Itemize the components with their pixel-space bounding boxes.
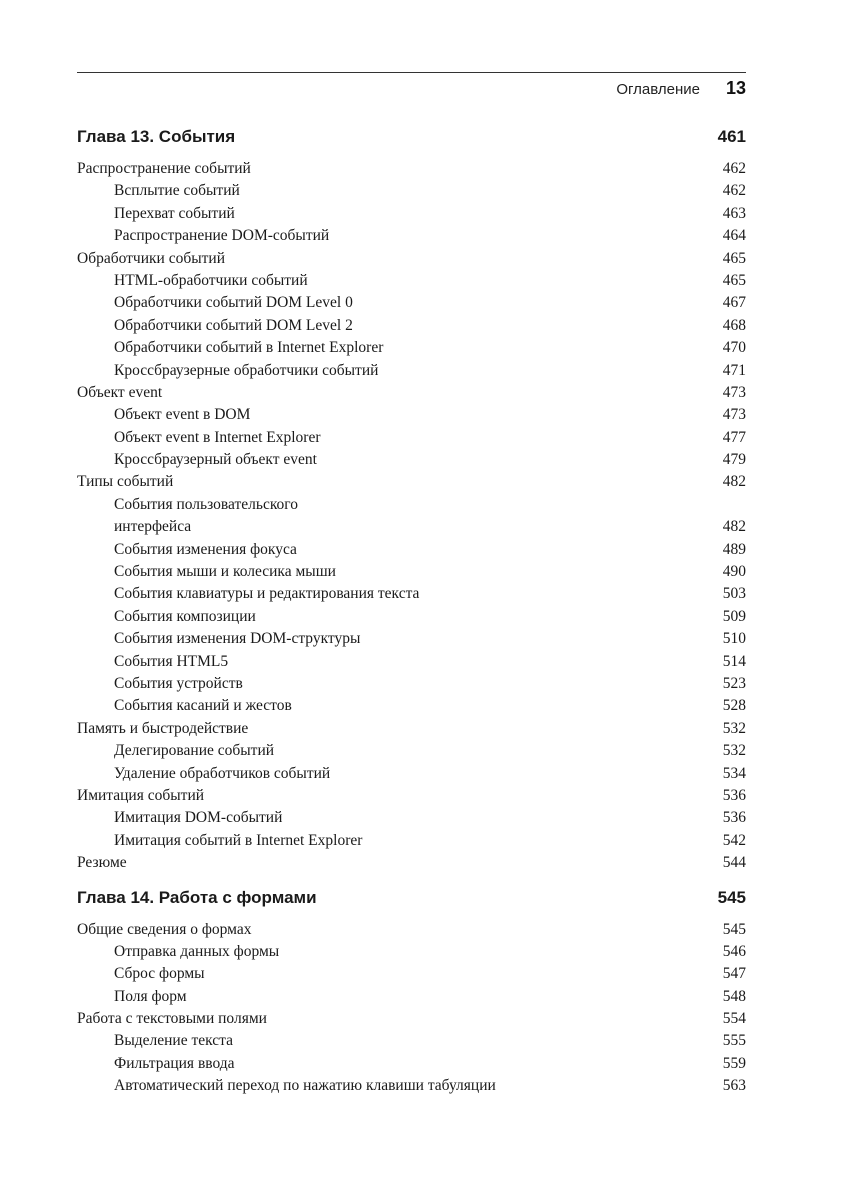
toc-subsection[interactable]: [77, 583, 746, 605]
chapter-title: Глава 13. События: [77, 127, 236, 146]
toc-subsection[interactable]: [77, 1030, 746, 1052]
entry-page-number: 548: [722, 987, 746, 1005]
entry-title: События мыши и колесика мыши: [114, 563, 336, 581]
entry-page-number: 559: [722, 1054, 746, 1072]
toc-section[interactable]: [77, 919, 746, 941]
toc-subsection[interactable]: [77, 673, 746, 695]
entry-page-number: 467: [722, 294, 746, 312]
entry-page-number: 514: [722, 652, 746, 670]
entry-title: Обработчики событий: [77, 249, 225, 267]
toc-chapter: [77, 885, 746, 1098]
entry-page-number: 534: [722, 764, 746, 782]
entry-page-number: 532: [722, 742, 746, 760]
entry-page-number: 528: [722, 697, 746, 715]
toc-subsection[interactable]: [77, 695, 746, 717]
toc-subsection[interactable]: [77, 315, 746, 337]
toc-subsection[interactable]: [77, 986, 746, 1008]
entry-title: События HTML5: [114, 652, 229, 670]
entry-title: Имитация DOM-событий: [114, 809, 283, 827]
entry-page-number: 463: [722, 204, 746, 222]
table-of-contents: [77, 124, 746, 1108]
entry-page-number: 462: [722, 160, 746, 177]
entry-title: Резюме: [77, 854, 127, 872]
entry-page-number: 545: [722, 920, 746, 938]
toc-chapter: [77, 124, 746, 875]
entry-title: Объект event в DOM: [114, 406, 251, 424]
header-rule: [77, 72, 746, 73]
entry-page-number: 544: [722, 854, 746, 872]
entry-page-number: 490: [722, 563, 746, 581]
running-title: Оглавление: [616, 81, 700, 98]
entry-title: События изменения фокуса: [114, 540, 297, 558]
entry-title: Всплытие событий: [114, 182, 240, 200]
toc-chapter-heading[interactable]: [77, 885, 746, 910]
entry-title: Перехват событий: [114, 204, 235, 222]
entry-page-number: 482: [722, 518, 746, 536]
entry-page-number: 477: [722, 428, 746, 446]
entry-page-number: 547: [722, 965, 746, 983]
toc-subsection[interactable]: [77, 427, 746, 449]
entry-title: Удаление обработчиков событий: [114, 764, 331, 782]
entry-page-number: 546: [722, 942, 746, 960]
toc-subsection[interactable]: [77, 1075, 746, 1097]
page-number: 13: [725, 78, 746, 98]
toc-section[interactable]: [77, 382, 746, 404]
entry-title: Работа с текстовыми полями: [77, 1010, 267, 1028]
toc-section[interactable]: [77, 718, 746, 740]
entry-title-continuation: интерфейса: [114, 518, 192, 536]
entry-title: Делегирование событий: [114, 742, 275, 760]
entry-page-number: 563: [722, 1077, 746, 1095]
entry-title: События касаний и жестов: [114, 697, 292, 715]
toc-section[interactable]: [77, 785, 746, 807]
toc-subsection[interactable]: [77, 763, 746, 785]
entry-page-number: 462: [722, 182, 746, 200]
entry-title: События пользовательского: [114, 495, 299, 513]
entry-page-number: 470: [722, 339, 746, 357]
toc-subsection[interactable]: [77, 941, 746, 963]
entry-page-number: 465: [722, 249, 746, 267]
toc-subsection[interactable]: [77, 740, 746, 762]
toc-subsection[interactable]: [77, 225, 746, 247]
toc-subsection[interactable]: [77, 963, 746, 985]
entry-page-number: 464: [722, 227, 746, 245]
toc-subsection[interactable]: [77, 807, 746, 829]
entry-title: События устройств: [114, 674, 243, 692]
entry-title: Типы событий: [77, 473, 174, 491]
entry-title: Объект event: [77, 383, 163, 401]
toc-subsection[interactable]: [77, 360, 746, 382]
entry-page-number: 489: [722, 540, 746, 558]
toc-entry[interactable]: [77, 494, 746, 539]
entry-page-number: 554: [722, 1010, 746, 1028]
entry-title: Память и быстродействие: [77, 719, 249, 737]
entry-title: Кроссбраузерные обработчики событий: [114, 361, 379, 379]
entry-title: События композиции: [114, 607, 256, 625]
entry-title: Кроссбраузерный объект event: [114, 451, 317, 469]
entry-title: Поля форм: [114, 987, 187, 1005]
entry-page-number: 509: [722, 607, 746, 625]
toc-subsection[interactable]: [77, 180, 746, 202]
entry-title: Выделение текста: [114, 1032, 233, 1050]
entry-page-number: 542: [722, 831, 746, 849]
entry-title: Объект event в Internet Explorer: [114, 428, 321, 446]
entry-title: Имитация событий в Internet Explorer: [114, 831, 363, 849]
toc-subsection[interactable]: [77, 561, 746, 583]
toc-subsection[interactable]: [77, 1053, 746, 1075]
toc-section[interactable]: [77, 158, 746, 180]
toc-section[interactable]: [77, 1008, 746, 1030]
entry-page-number: 532: [722, 719, 746, 737]
entry-title: Обработчики событий DOM Level 2: [114, 316, 353, 334]
entry-continuation-row: [114, 516, 746, 538]
toc-subsection[interactable]: [77, 628, 746, 650]
entry-page-number: 473: [722, 406, 746, 424]
entry-page-number: 503: [722, 585, 746, 603]
entry-page-number: 510: [722, 630, 746, 648]
entry-title: Сброс формы: [114, 965, 205, 983]
entry-page-number: 471: [722, 361, 746, 379]
chapter-title: Глава 14. Работа с формами: [77, 887, 317, 907]
entry-page-number: 555: [722, 1032, 746, 1050]
entry-title: События клавиатуры и редактирования текста: [114, 585, 420, 603]
toc-subsection[interactable]: [77, 606, 746, 628]
entry-page-number: 465: [722, 271, 746, 289]
toc-subsection[interactable]: [77, 337, 746, 359]
entry-title: Общие сведения о формах: [77, 920, 252, 938]
toc-subsection[interactable]: [77, 292, 746, 314]
entry-title: Фильтрация ввода: [114, 1054, 235, 1072]
entry-page-number: 536: [722, 809, 746, 827]
toc-subsection[interactable]: [77, 651, 746, 673]
entry-title: HTML-обработчики событий: [114, 271, 308, 289]
entry-page-number: 523: [722, 674, 746, 692]
toc-section[interactable]: [77, 471, 746, 493]
toc-subsection[interactable]: [77, 539, 746, 561]
entry-page-number: 482: [722, 473, 746, 491]
entry-title: Обработчики событий DOM Level 0: [114, 294, 353, 312]
toc-subsection[interactable]: [77, 404, 746, 426]
toc-section[interactable]: [77, 248, 746, 270]
entry-title: Распространение DOM-событий: [114, 227, 330, 245]
toc-subsection[interactable]: [77, 203, 746, 225]
entry-title: Отправка данных формы: [114, 942, 280, 960]
entry-title: Автоматический переход по нажатию клавиши табуляции: [114, 1077, 496, 1095]
chapter-page-number: 545: [717, 887, 746, 907]
toc-subsection[interactable]: [77, 449, 746, 471]
toc-chapter-heading[interactable]: [77, 124, 746, 149]
toc-subsection[interactable]: [77, 830, 746, 852]
toc-section[interactable]: [77, 852, 746, 874]
chapter-page-number: 461: [717, 127, 746, 146]
entry-page-number: 468: [722, 316, 746, 334]
entry-page-number: 479: [722, 451, 746, 469]
entry-title: События изменения DOM-структуры: [114, 630, 361, 648]
toc-subsection[interactable]: [77, 270, 746, 292]
entry-title: Распространение событий: [77, 160, 251, 177]
entry-title: Имитация событий: [77, 786, 205, 804]
entry-title: Обработчики событий в Internet Explorer: [114, 339, 384, 357]
running-head: [616, 78, 746, 100]
entry-page-number: 473: [722, 383, 746, 401]
entry-page-number: 536: [722, 786, 746, 804]
